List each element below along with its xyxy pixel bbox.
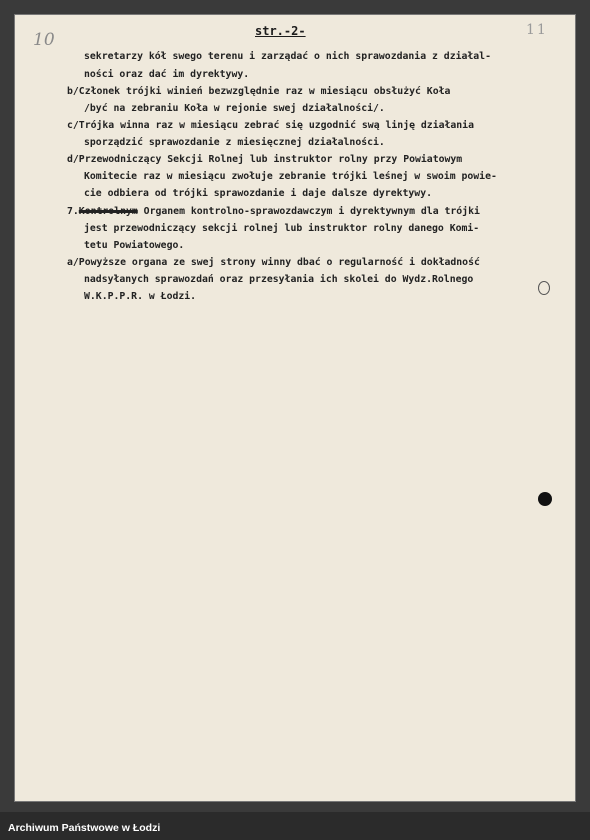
text-line: /być na zebraniu Koła w rejonie swej działalności/. bbox=[84, 103, 385, 114]
point-7-number: 7. bbox=[67, 206, 79, 217]
text-line: d/Przewodniczący Sekcji Rolnej lub instruktor rolny przy Powiatowym bbox=[67, 154, 463, 165]
archive-label: Archiwum Państwowe w Łodzi bbox=[8, 822, 161, 834]
corner-mark: 11 bbox=[526, 22, 548, 38]
point-7-text: Organem kontrolno-sprawozdawczym i dyrektywnym dla trójki bbox=[137, 206, 480, 217]
ink-circle-mark bbox=[538, 281, 550, 295]
text-line: cie odbiera od trójki sprawozdanie i daje dalsze dyrektywy. bbox=[84, 188, 432, 199]
text-line: sporządzić sprawozdanie z miesięcznej działalności. bbox=[84, 137, 385, 148]
text-line: ności oraz dać im dyrektywy. bbox=[84, 69, 250, 80]
text-line: jest przewodniczący sekcji rolnej lub instruktor rolny danego Komi- bbox=[84, 223, 480, 234]
text-line: tetu Powiatowego. bbox=[84, 240, 185, 251]
pencil-page-number: 10 bbox=[33, 30, 55, 50]
text-line: sekretarzy kół swego terenu i zarządać o nich sprawozdania z działal- bbox=[84, 51, 491, 62]
text-line: c/Trójka winna raz w miesiącu zebrać się uzgodnić swą linję działania bbox=[67, 120, 474, 131]
page-header: str.-2- bbox=[255, 24, 306, 38]
punch-hole bbox=[538, 492, 552, 506]
text-line: a/Powyższe organa ze swej strony winny dbać o regularność i dokładność bbox=[67, 257, 480, 268]
text-line: W.K.P.P.R. w Łodzi. bbox=[84, 291, 197, 302]
point-7-line bbox=[67, 206, 480, 218]
text-line: b/Członek trójki winień bezwzględnie raz w miesiącu obsłużyć Koła bbox=[67, 86, 451, 97]
struck-text: Kontrolnym bbox=[78, 206, 138, 217]
text-line: nadsyłanych sprawozdań oraz przesyłania ich skolei do Wydz.Rolnego bbox=[84, 274, 474, 285]
document-page bbox=[14, 14, 576, 802]
text-line: Komitecie raz w miesiącu zwołuje zebranie trójki leśnej w swoim powie- bbox=[84, 171, 497, 182]
